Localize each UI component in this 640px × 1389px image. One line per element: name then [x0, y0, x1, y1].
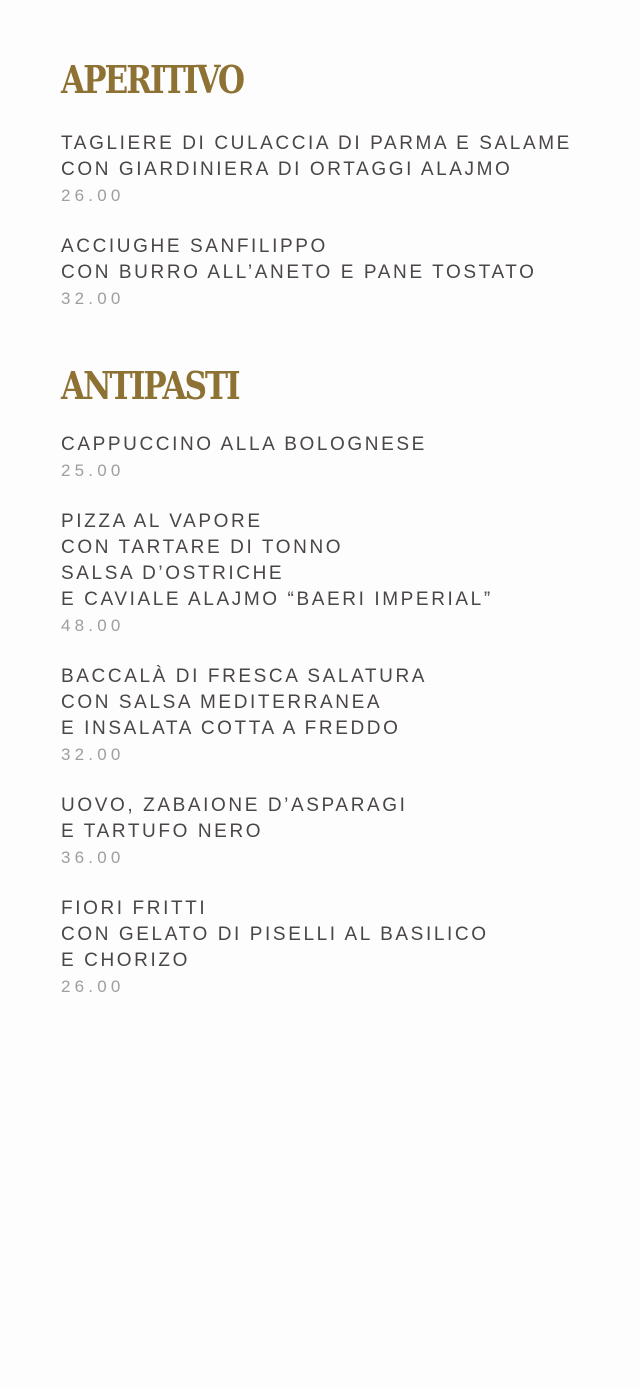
item-name-line: CAPPUCCINO ALLA BOLOGNESE [61, 434, 427, 455]
item-price: 26.00 [61, 186, 125, 205]
menu-item [61, 131, 572, 209]
section-title: ANTIPASTI [61, 363, 239, 408]
item-name-line: E TARTUFO NERO [61, 821, 264, 842]
menu-item [61, 234, 537, 312]
item-name-line: CON BURRO ALL’ANETO E PANE TOSTATO [61, 262, 537, 283]
item-name-line: E CHORIZO [61, 950, 190, 971]
item-name-line: BACCALÀ DI FRESCA SALATURA [61, 666, 428, 687]
item-name-line: FIORI FRITTI [61, 898, 208, 919]
item-price: 48.00 [61, 616, 125, 635]
item-name-line: SALSA D’OSTRICHE [61, 563, 285, 584]
menu-item [61, 664, 427, 768]
section-title: APERITIVO [61, 57, 243, 102]
menu-item [61, 793, 408, 871]
item-price: 25.00 [61, 461, 125, 480]
item-name-line: E CAVIALE ALAJMO “BAERI IMPERIAL” [61, 589, 493, 610]
item-name-line: CON GELATO DI PISELLI AL BASILICO [61, 924, 489, 945]
item-name-line: CON SALSA MEDITERRANEA [61, 692, 383, 713]
item-name-line: CON TARTARE DI TONNO [61, 537, 344, 558]
item-name-line: CON GIARDINIERA DI ORTAGGI ALAJMO [61, 159, 513, 180]
item-price: 26.00 [61, 977, 125, 996]
menu-item [61, 432, 427, 484]
item-name-line: PIZZA AL VAPORE [61, 511, 263, 532]
item-price: 32.00 [61, 745, 125, 764]
item-name-line: ACCIUGHE SANFILIPPO [61, 236, 328, 257]
menu-item [61, 896, 489, 1000]
item-price: 36.00 [61, 848, 125, 867]
menu-item [61, 509, 493, 639]
item-name-line: TAGLIERE DI CULACCIA DI PARMA E SALAME [61, 133, 572, 154]
item-name-line: E INSALATA COTTA A FREDDO [61, 718, 401, 739]
item-price: 32.00 [61, 289, 125, 308]
item-name-line: UOVO, ZABAIONE D’ASPARAGI [61, 795, 408, 816]
